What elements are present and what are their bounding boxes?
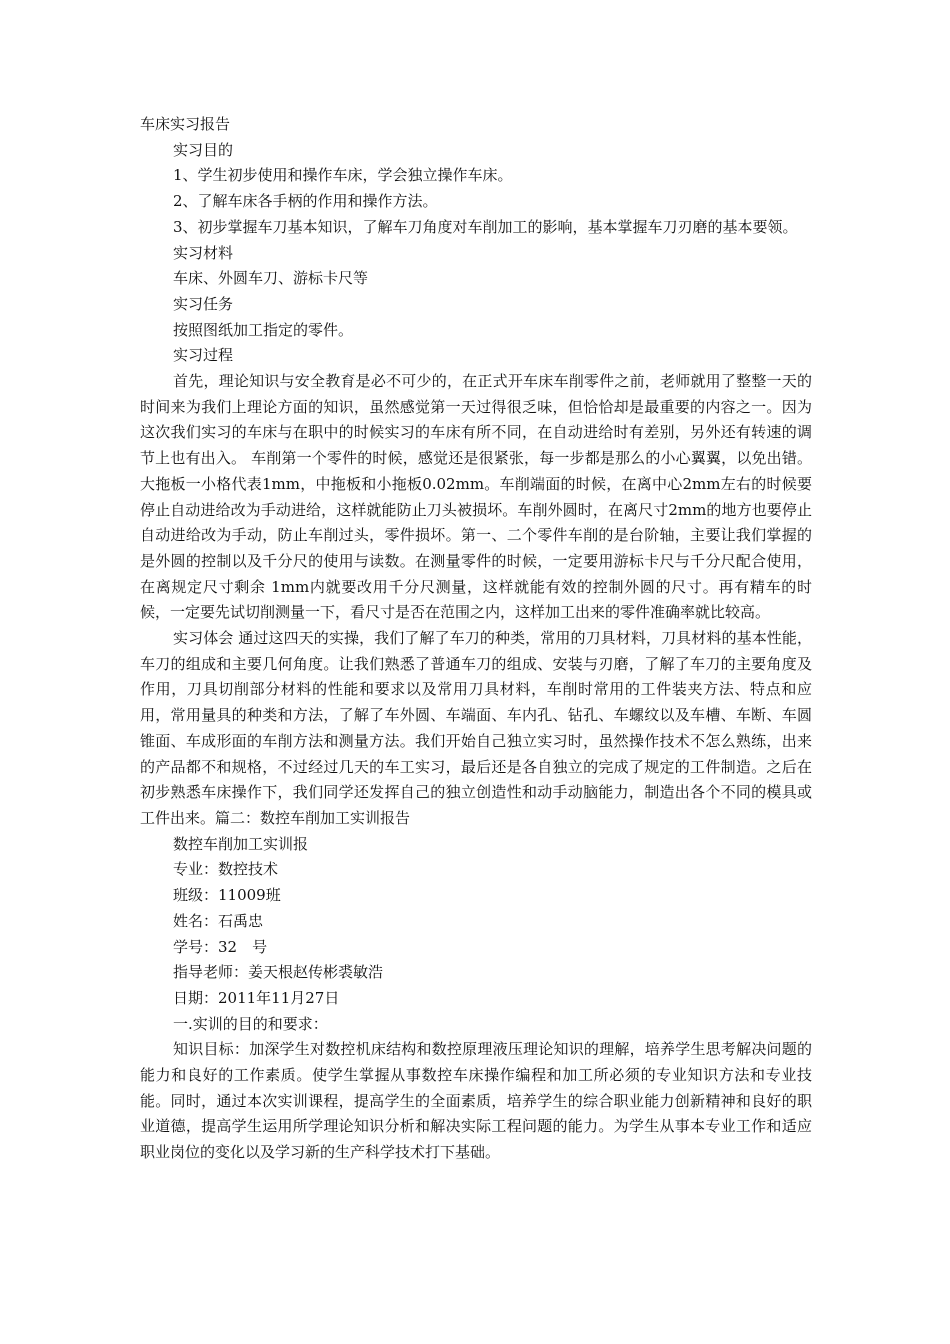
document-body [140, 112, 812, 1166]
paragraph: 1、学生初步使用和操作车床，学会独立操作车床。 [173, 166, 513, 185]
paragraph: 车床、外圆车刀、游标卡尺等 [173, 269, 369, 288]
section-heading-process: 实习过程 [173, 346, 234, 365]
paragraph: 实习体会 通过这四天的实操，我们了解了车刀的种类，常用的刀具材料，刀具材料的基本性能，车刀的组成和主要几何角度。让我们熟悉了普通车刀的组成、安装与刃磨，了解了车刀的主要角度及作用，刀具切削部分材料的性能和要求以及常用刀具材料，车削时常用的工件装夹方法、特点和应用，常用量具的种类和方法，了解了车外圆、车端面、车内孔、钻孔、车螺纹以及车槽、车断、车圆锥面、车成形面的车削方法和测量方法。我们开始自己独立实习时，虽然操作技术不怎么熟练，出来的产品都不和规格，不过经过几天的车工实习，最后还是各自独立的完成了规定的工件制造。之后在初步熟悉车床操作下，我们同学还发挥自己的独立创造性和动手动脑能力，制造出各个不同的模具或工件出来。篇二：数控车削加工实训报告 [140, 629, 812, 827]
paragraph: 2、了解车床各手柄的作用和操作方法。 [173, 192, 438, 211]
info-class: 班级：11009班 [173, 886, 281, 905]
section-heading-goals: 一.实训的目的和要求： [173, 1014, 328, 1033]
paragraph: 知识目标：加深学生对数控机床结构和数控原理液压理论知识的理解，培养学生思考解决问题的能力和良好的工作素质。使学生掌握从事数控车床操作编程和加工所必须的专业知识方法和专业技能。同时，通过本次实训课程，提高学生的全面素质，培养学生的综合职业能力创新精神和良好的职业道德，提高学生运用所学理论知识分析和解决实际工程问题的能力。为学生从事本专业工作和适应职业岗位的变化以及学习新的生产科学技术打下基础。 [140, 1040, 812, 1162]
section-heading-materials: 实习材料 [173, 243, 234, 262]
report-subtitle: 数控车削加工实训报 [173, 834, 309, 853]
info-student-id: 学号：32 号 [173, 937, 268, 956]
paragraph: 3、初步掌握车刀基本知识，了解车刀角度对车削加工的影响，基本掌握车刀刃磨的基本要领。 [173, 217, 798, 236]
info-instructors: 指导老师：姜天根赵传彬裘敏浩 [173, 963, 384, 982]
section-heading-purpose: 实习目的 [173, 140, 234, 159]
info-name: 姓名：石禹忠 [173, 911, 264, 930]
paragraph: 首先，理论知识与安全教育是必不可少的，在正式开车床车削零件之前，老师就用了整整一天的时间来为我们上理论方面的知识，虽然感觉第一天过得很乏味，但恰恰却是最重要的内容之一。因为这次我们实习的车床与在职中的时候实习的车床有所不同，在自动进给时有差别，另外还有转速的调节上也有出入。 车削第一个零件的时候，感觉还是很紧张，每一步都是那么的小心翼翼，以免出错。大拖板一小格代表1mm，中拖板和小拖板0.02mm。车削端面的时候，在离中心2mm左右的时候要停止自动进给改为手动进给，这样就能防止刀头被损坏。车削外圆时，在离尺寸2mm的地方也要停止自动进给改为手动，防止车削过头，零件损坏。第一、二个零件车削的是台阶轴，主要让我们掌握的是外圆的控制以及千分尺的使用与读数。在测量零件的时候，一定要用游标卡尺与千分尺配合使用，在离规定尺寸剩余 1mm内就要改用千分尺测量，这样就能有效的控制外圆的尺寸。再有精车的时候，一定要先试切削测量一下，看尺寸是否在范围之内，这样加工出来的零件准确率就比较高。 [140, 372, 812, 622]
info-major: 专业：数控技术 [173, 860, 279, 879]
paragraph: 按照图纸加工指定的零件。 [173, 320, 354, 339]
section-heading-task: 实习任务 [173, 294, 234, 313]
info-date: 日期：2011年11月27日 [173, 988, 340, 1007]
document-title: 车床实习报告 [140, 115, 231, 133]
